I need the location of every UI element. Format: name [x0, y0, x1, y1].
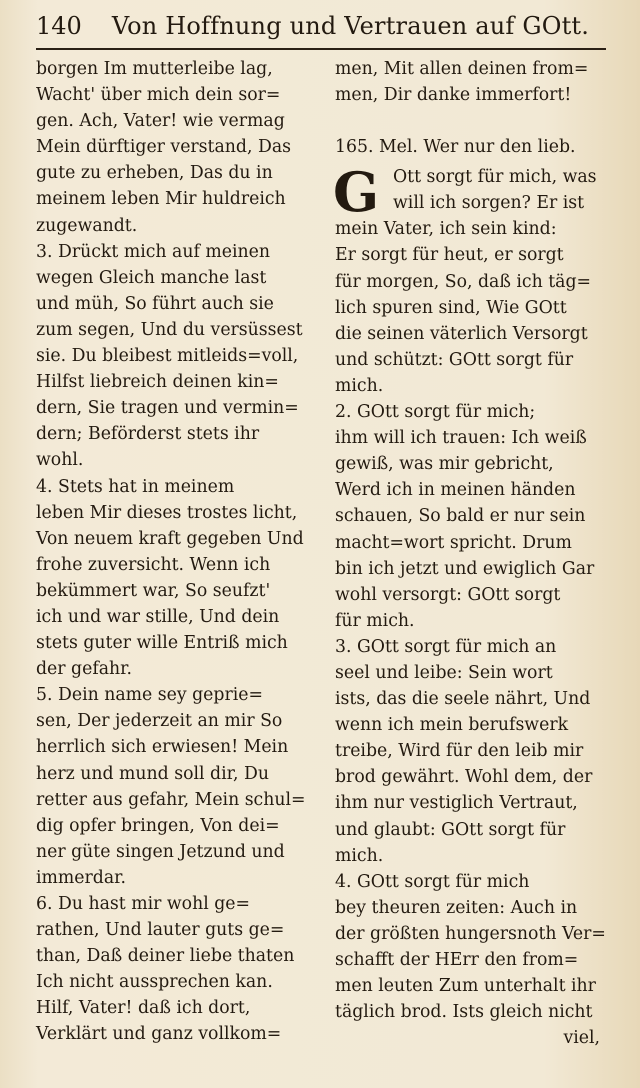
text-line: men leuten Zum unterhalt ihr	[335, 976, 596, 997]
text-line: herrlich sich erwiesen! Mein	[36, 737, 289, 758]
text-line: 3. GOtt sorgt für mich an	[335, 636, 557, 657]
text-line: men, Dir danke immerfort!	[335, 85, 572, 106]
text-line: ists, das die seele nährt, Und	[335, 689, 591, 710]
text-line: für mich.	[335, 610, 415, 631]
running-title: Von Hoffnung und Vertrauen auf GOtt.	[111, 12, 590, 40]
text-line: ner güte singen Jetzund und	[36, 841, 285, 862]
text-line: und glaubt: GOtt sorgt für	[335, 819, 566, 840]
text-line: dern; Beförderst stets ihr	[36, 424, 260, 445]
text-line: 3. Drückt mich auf meinen	[36, 241, 270, 262]
hymn-opening	[333, 160, 620, 225]
text-line: mich.	[335, 375, 384, 396]
text-line: mein Vater, ich sein kind:	[335, 219, 557, 240]
text-line: bey theuren zeiten: Auch in	[335, 897, 578, 918]
text-line: brod gewährt. Wohl dem, der	[335, 767, 593, 788]
text-line: treibe, Wird für den leib mir	[335, 741, 584, 762]
text-line: sen, Der jederzeit an mir So	[36, 711, 283, 732]
text-line: wohl.	[36, 450, 84, 471]
text-line: stets guter wille Entriß mich	[36, 633, 288, 654]
text-line: 5. Dein name sey geprie=	[36, 685, 263, 706]
text-line: mich.	[335, 845, 384, 866]
text-line: Von neuem kraft gegeben Und	[36, 528, 304, 549]
text-line: will ich sorgen? Er ist	[393, 193, 585, 214]
page-number: 140	[36, 12, 82, 40]
text-line: die seinen väterlich Versorgt	[335, 323, 588, 344]
text-line: Wacht' über mich dein sor=	[36, 85, 281, 106]
text-line: wenn ich mein berufswerk	[335, 715, 569, 736]
text-line: schafft der HErr den from=	[335, 950, 579, 970]
text-line: der größten hungersnoth Ver=	[335, 923, 606, 944]
text-line: meinem leben Mir huldreich	[36, 189, 286, 210]
text-line: ihm will ich trauen: Ich weiß	[335, 428, 587, 449]
text-line: Verklärt und ganz vollkom=	[36, 1024, 282, 1045]
text-line: Werd ich in meinen händen	[335, 480, 576, 501]
text-line: und müh, So führt auch sie	[36, 293, 274, 314]
text-line: wegen Gleich manche last	[36, 267, 267, 288]
text-line: Ich nicht aussprechen kan.	[36, 972, 273, 993]
text-line: macht=wort spricht. Drum	[335, 532, 572, 553]
text-line: ich und war stille, Und dein	[36, 606, 280, 627]
text-line: und schützt: GOtt sorgt für	[335, 349, 574, 370]
text-line: 4. GOtt sorgt für mich	[335, 871, 530, 892]
text-line: dern, Sie tragen und vermin=	[36, 398, 299, 419]
text-line: than, Daß deiner liebe thaten	[36, 946, 295, 967]
text-line: sie. Du bleibest mitleids=voll,	[36, 346, 299, 367]
text-line: bin ich jetzt und ewiglich Gar	[335, 558, 595, 579]
text-line: zum segen, Und du versüssest	[36, 319, 303, 340]
text-line: men, Mit allen deinen from=	[335, 59, 589, 79]
text-line: borgen Im mutterleibe lag,	[36, 59, 273, 79]
text-line: seel und leibe: Sein wort	[335, 662, 553, 683]
text-line: der gefahr.	[36, 659, 133, 680]
text-line: leben Mir dieses trostes licht,	[36, 502, 298, 523]
text-line: ihm nur vestiglich Vertraut,	[335, 793, 578, 814]
hymn-heading: 165. Mel. Wer nur den lieb.	[335, 137, 576, 158]
text-line: täglich brod. Ists gleich nicht	[335, 1002, 593, 1023]
text-line: lich spuren sind, Wie GOtt	[335, 297, 567, 318]
text-line: für morgen, So, daß ich täg=	[335, 271, 591, 292]
header-rule	[36, 48, 606, 50]
text-line: zugewandt.	[36, 215, 138, 236]
text-line: 2. GOtt sorgt für mich;	[335, 402, 536, 423]
drop-capital: G	[333, 160, 380, 225]
text-line: immerdar.	[36, 867, 127, 888]
text-line: schauen, So bald er nur sein	[335, 506, 586, 527]
text-line: Hilf, Vater! daß ich dort,	[36, 998, 251, 1019]
text-line: gen. Ach, Vater! wie vermag	[36, 111, 285, 132]
page-header	[36, 12, 600, 46]
text-line: bekümmert war, So seufzt'	[36, 580, 271, 601]
text-line: rathen, Und lauter guts ge=	[36, 920, 285, 941]
text-line: Ott sorgt für mich, was	[393, 167, 597, 188]
hymn-gap	[335, 108, 620, 134]
text-line: Er sorgt für heut, er sorgt	[335, 245, 564, 266]
text-line: herz und mund soll dir, Du	[36, 763, 269, 784]
text-line: Mein dürftiger verstand, Das	[36, 137, 292, 158]
text-line: gewiß, was mir gebricht,	[335, 454, 554, 475]
text-line: dig opfer bringen, Von dei=	[36, 815, 280, 836]
catchword: viel,	[563, 1028, 600, 1049]
left-column	[36, 56, 326, 1048]
text-line: Hilfst liebreich deinen kin=	[36, 372, 279, 393]
text-line: 6. Du hast mir wohl ge=	[36, 894, 250, 914]
text-line: retter aus gefahr, Mein schul=	[36, 789, 306, 810]
text-line: wohl versorgt: GOtt sorgt	[335, 584, 561, 605]
right-column	[335, 56, 620, 1051]
text-line: frohe zuversicht. Wenn ich	[36, 554, 271, 575]
text-line: 4. Stets hat in meinem	[36, 476, 235, 497]
text-line: gute zu erheben, Das du in	[36, 163, 273, 184]
